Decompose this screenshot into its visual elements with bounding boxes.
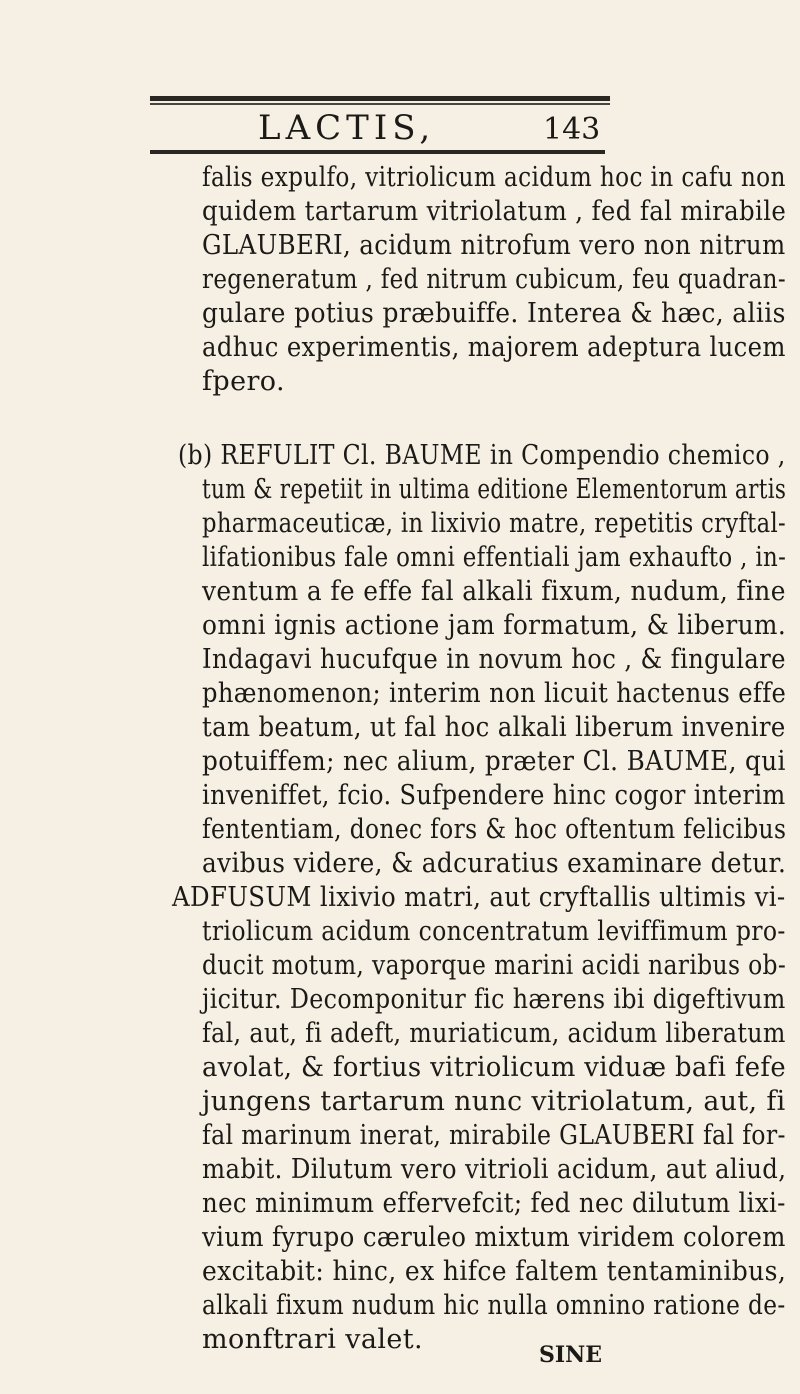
text-line: pharmaceuticæ, in lixivio matre, repetitis cryftal- xyxy=(202,508,787,539)
text-line: adhuc experimentis, majorem adeptura lucem xyxy=(202,332,786,363)
text-line: ADFUSUM lixivio matri, aut cryftallis ultimis vi- xyxy=(172,882,786,913)
text-line: tum & repetiit in ultima editione Elementorum artis xyxy=(202,474,787,505)
text-line: jungens tartarum nunc vitriolatum, aut, fi xyxy=(202,1086,786,1117)
text-line: jicitur. Decomponitur fic hærens ibi digeftivum xyxy=(202,984,786,1015)
text-line: quidem tartarum vitriolatum , fed fal mirabile xyxy=(202,196,787,227)
text-line: avolat, & fortius vitriolicum viduæ bafi fefe xyxy=(202,1052,786,1083)
text-line: fal, aut, fi adeft, muriaticum, acidum liberatum xyxy=(202,1018,786,1049)
text-line: falis expulfo, vitriolicum acidum hoc in cafu non xyxy=(202,162,786,193)
page-number: 143 xyxy=(543,112,601,147)
text-line: mabit. Dilutum vero vitrioli acidum, aut aliud, xyxy=(202,1154,787,1185)
text-line: potuiffem; nec alium, præter Cl. BAUME, qui xyxy=(202,746,786,777)
text-line: regeneratum , fed nitrum cubicum, feu quadran- xyxy=(202,264,786,295)
text-line: excitabit: hinc, ex hifce faltem tentaminibus, xyxy=(202,1256,787,1287)
text-line: Indagavi hucufque in novum hoc , & fingulare xyxy=(202,644,786,675)
text-line: fpero. xyxy=(202,366,285,397)
text-line: inveniffet, fcio. Sufpendere hinc cogor interim xyxy=(202,780,786,811)
text-line: triolicum acidum concentratum leviffimum pro- xyxy=(202,916,786,947)
text-line: alkali fixum nudum hic nulla omnino ratione de- xyxy=(202,1290,786,1321)
text-line: avibus videre, & adcuratius examinare detur. xyxy=(202,848,787,879)
text-line: fententiam, donec fors & hoc oftentum felicibus xyxy=(202,814,787,845)
header-underline-rule xyxy=(150,150,605,154)
text-line: tam beatum, ut fal hoc alkali liberum invenire xyxy=(202,712,786,743)
text-line: lifationibus fale omni effentiali jam exhaufto , in- xyxy=(202,542,787,573)
text-line: fal marinum inerat, mirabile GLAUBERI fal for- xyxy=(202,1120,786,1151)
text-line: GLAUBERI, acidum nitrofum vero non nitrum xyxy=(202,230,786,261)
header-rule-thick xyxy=(150,96,610,101)
text-line: phænomenon; interim non licuit hactenus effe xyxy=(202,678,787,709)
text-line: (b) REFULIT Cl. BAUME in Compendio chemico , xyxy=(178,440,786,471)
text-line: nec minimum effervefcit; fed nec dilutum lixi- xyxy=(202,1188,786,1219)
running-head-title: LACTIS, xyxy=(258,108,436,148)
text-line: ducit motum, vaporque marini acidi naribus ob- xyxy=(202,950,787,981)
catchword: SINE xyxy=(539,1342,603,1368)
header-rule-thin xyxy=(150,103,610,105)
text-line: vium fyrupo cæruleo mixtum viridem colorem xyxy=(202,1222,786,1253)
text-line: ventum a fe effe fal alkali fixum, nudum, fine xyxy=(202,576,786,607)
text-line: gulare potius præbuiffe. Interea & hæc, aliis xyxy=(202,298,786,329)
text-line: monftrari valet. xyxy=(202,1324,424,1355)
text-line: omni ignis actione jam formatum, & liberum. xyxy=(202,610,787,641)
